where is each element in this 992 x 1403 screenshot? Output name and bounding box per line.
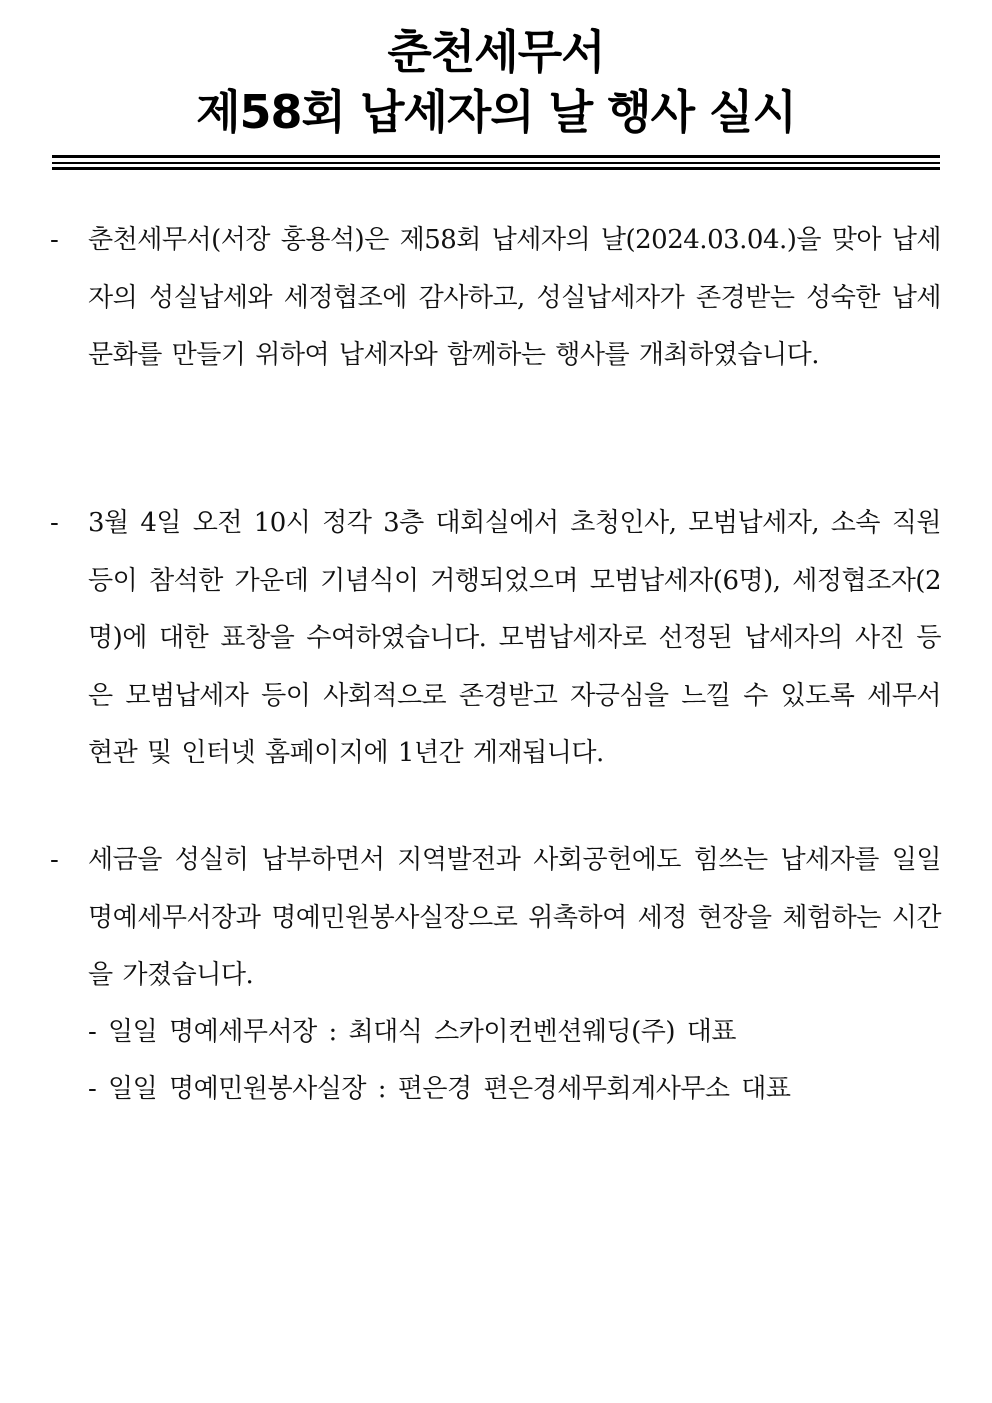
title-rule-middle: [52, 162, 940, 164]
bullet-marker: -: [50, 508, 59, 538]
document-title: [0, 22, 992, 142]
bullet-marker: -: [50, 845, 59, 875]
title-rule-bottom: [52, 167, 940, 170]
sub-item-honorary-director: - 일일 명예세무서장 : 최대식 스카이컨벤션웨딩(주) 대표: [88, 1017, 736, 1047]
title-line-office: 춘천세무서: [387, 25, 605, 79]
paragraph-event-overview: 춘천세무서(서장 홍용석)은 제58회 납세자의 날(2024.03.04.)을 맞아 납세자의 성실납세와 세정협조에 감사하고, 성실납세자가 존경받는 성숙한 납세문화를 만들기 위하여 납세자와 함께하는 행사를 개최하였습니다.: [88, 225, 941, 370]
bullet-marker: -: [50, 225, 59, 255]
title-rule-top: [52, 155, 940, 158]
paragraph-honorary-appointments: 세금을 성실히 납부하면서 지역발전과 사회공헌에도 힘쓰는 납세자를 일일 명예세무서장과 명예민원봉사실장으로 위촉하여 세정 현장을 체험하는 시간을 가졌습니다.: [88, 845, 941, 990]
title-line-event: 제58회 납세자의 날 행사 실시: [196, 85, 796, 139]
sub-item-honorary-service-head: - 일일 명예민원봉사실장 : 편은경 편은경세무회계사무소 대표: [88, 1074, 791, 1104]
paragraph-ceremony-details: 3월 4일 오전 10시 정각 3층 대회실에서 초청인사, 모범납세자, 소속 직원 등이 참석한 가운데 기념식이 거행되었으며 모범납세자(6명), 세정협조자(2명)에 대한 표창을 수여하였습니다. 모범납세자로 선정된 납세자의 사진 등은 모범납세자 등이 사회적으로 존경받고 자긍심을 느낄 수 있도록 세무서 현관 및 인터넷 홈페이지에 1년간 게재됩니다.: [88, 508, 941, 768]
